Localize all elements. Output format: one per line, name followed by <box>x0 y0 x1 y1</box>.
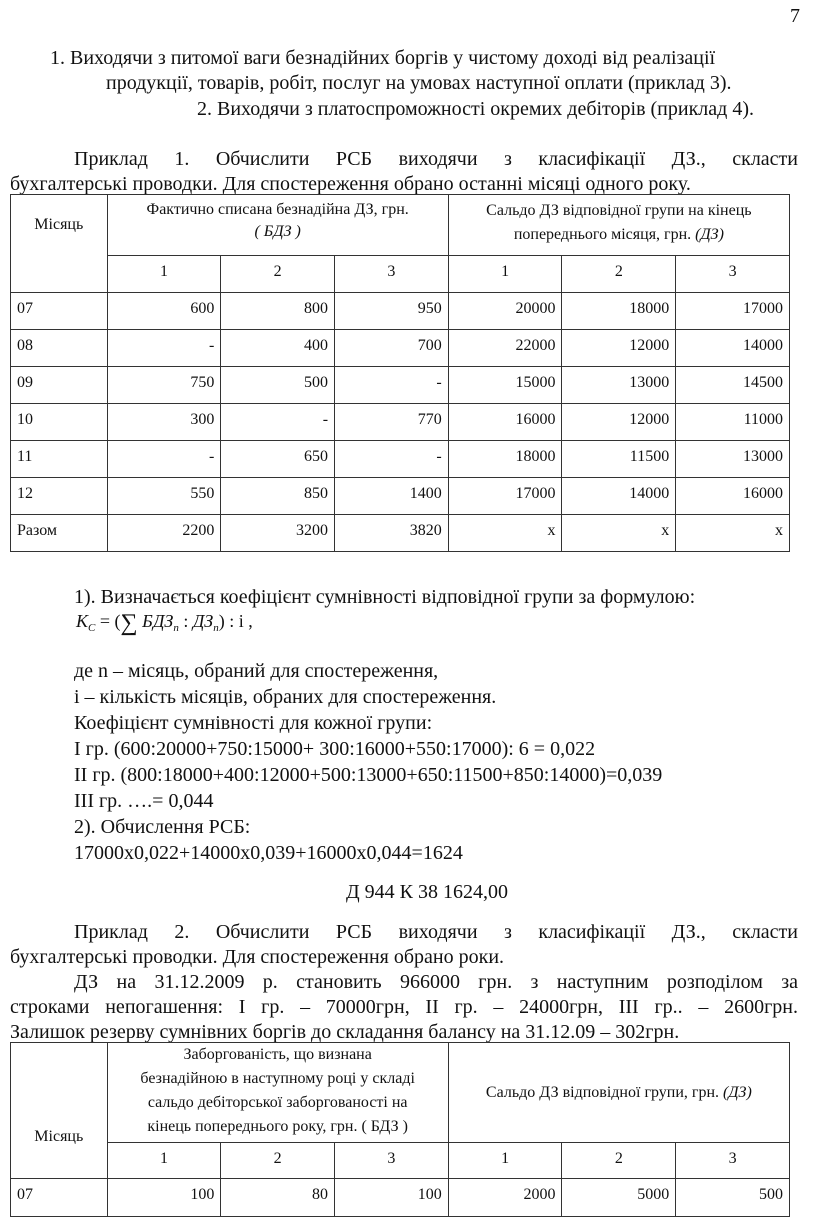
cell-value: 100 <box>107 1179 221 1217</box>
cell-value: 800 <box>221 293 335 330</box>
header-balance-receivables <box>448 195 789 256</box>
cell-value: x <box>562 515 676 552</box>
cell-value: 700 <box>335 330 449 367</box>
accounting-entry: Д 944 К 38 1624,00 <box>346 881 508 903</box>
cell-value: 3820 <box>335 515 449 552</box>
cell-value: 17000 <box>676 293 790 330</box>
doubtfulness-coefficient-formula <box>76 610 253 637</box>
subheader-cell: 3 <box>676 1143 790 1179</box>
cell-value: 500 <box>676 1179 790 1217</box>
header-line: ( БДЗ ) <box>254 223 301 240</box>
cell-value: 12000 <box>562 330 676 367</box>
cell-value: 950 <box>335 293 449 330</box>
coefficient-group-2: ІІ гр. (800:18000+400:12000+500:13000+650:11500+850:14000)=0,039 <box>74 764 663 786</box>
header-written-off-bad-debt <box>107 195 448 256</box>
cell-value: 14500 <box>676 367 790 404</box>
header-bad-debt-recognized <box>107 1043 448 1143</box>
step2-title: 2). Обчислення РСБ: <box>74 816 251 838</box>
subheader-cell: 2 <box>562 256 676 293</box>
formula-lhs: K <box>76 611 89 631</box>
cell-value: 770 <box>335 404 449 441</box>
subheader-cell: 1 <box>107 1143 221 1179</box>
cell-month: 11 <box>11 441 108 478</box>
cell-value: 11000 <box>676 404 790 441</box>
table-row <box>11 404 790 441</box>
header-line: попереднього місяця, грн. <box>513 226 692 243</box>
table-row <box>11 478 790 515</box>
table-row <box>11 330 790 367</box>
header-month: Місяць <box>11 1043 108 1179</box>
header-line: Сальдо ДЗ відповідної групи на кінець <box>486 202 752 219</box>
cell-value: 5000 <box>562 1179 676 1217</box>
cell-value: 16000 <box>448 404 562 441</box>
cell-value: - <box>107 330 221 367</box>
table-row <box>11 293 790 330</box>
formula-lhs-subscript: C <box>88 622 96 634</box>
page-number: 7 <box>790 5 800 27</box>
intro-list-item-2: 2. Виходячи з платоспроможності окремих дебіторів (приклад 4). <box>197 98 755 120</box>
cell-month: 07 <box>11 1179 108 1217</box>
cell-value: 650 <box>221 441 335 478</box>
cell-value: 22000 <box>448 330 562 367</box>
subheader-cell: 1 <box>448 256 562 293</box>
definition-i: і – кількість місяців, обраних для спостереження. <box>74 686 497 708</box>
example1-paragraph-line1: Приклад 1. Обчислити РСБ виходячи з класифікації ДЗ., скласти <box>74 148 798 170</box>
header-line: безнадійною в наступному році у складі <box>140 1070 415 1087</box>
cell-value: - <box>335 441 449 478</box>
reserve-calculation: 17000х0,022+14000х0,039+16000х0,044=1624 <box>74 842 463 864</box>
header-line: сальдо дебіторської заборгованості на <box>147 1094 408 1111</box>
subheader-cell: 1 <box>107 256 221 293</box>
header-balance-receivables <box>448 1043 789 1143</box>
header-line: Сальдо ДЗ відповідної групи, грн. <box>485 1083 720 1101</box>
cell-month: 08 <box>11 330 108 367</box>
cell-value: 14000 <box>562 478 676 515</box>
cell-value: 100 <box>335 1179 449 1217</box>
header-line: Фактично списана безнадійна ДЗ, грн. <box>146 201 409 218</box>
cell-value: 400 <box>221 330 335 367</box>
cell-value: 850 <box>221 478 335 515</box>
example2-receivables-line2: строками непогашення: І гр. – 70000грн, ІІ гр. – 24000грн, ІІІ гр.. – 2600грн. <box>10 996 798 1018</box>
cell-month: 07 <box>11 293 108 330</box>
example2-receivables-line1: ДЗ на 31.12.2009 р. становить 966000 грн. з наступним розподілом за <box>74 971 798 993</box>
cell-value: 18000 <box>448 441 562 478</box>
cell-value: 3200 <box>221 515 335 552</box>
cell-value: 15000 <box>448 367 562 404</box>
example2-reserve-balance: Залишок резерву сумнівних боргів до складання балансу на 31.12.09 – 302грн. <box>10 1021 680 1043</box>
cell-value: 17000 <box>448 478 562 515</box>
cell-value: x <box>448 515 562 552</box>
subheader-cell: 2 <box>221 1143 335 1179</box>
subheader-cell: 1 <box>448 1143 562 1179</box>
subheader-cell: 2 <box>562 1143 676 1179</box>
subheader-cell: 3 <box>335 256 449 293</box>
header-abbrev: (ДЗ) <box>695 226 724 243</box>
example1-paragraph-line2: бухгалтерські проводки. Для спостереження обрано останні місяці одного року. <box>10 173 691 195</box>
cell-value: - <box>221 404 335 441</box>
header-month: Місяць <box>11 195 108 293</box>
formula-subscript: n <box>213 622 219 634</box>
cell-value: - <box>335 367 449 404</box>
cell-value: 2000 <box>448 1179 562 1217</box>
formula-subscript: n <box>173 622 179 634</box>
table-row <box>11 1179 790 1217</box>
cell-month: 12 <box>11 478 108 515</box>
table-row-total <box>11 515 790 552</box>
definition-n: де n – місяць, обраний для спостереження, <box>74 660 439 682</box>
cell-value: 300 <box>107 404 221 441</box>
cell-value: 1400 <box>335 478 449 515</box>
cell-month: 09 <box>11 367 108 404</box>
cell-value: 13000 <box>676 441 790 478</box>
header-line: кінець попереднього року, грн. ( БДЗ ) <box>147 1118 408 1135</box>
formula-term-dz: ДЗ <box>192 611 214 631</box>
coefficient-group-1: І гр. (600:20000+750:15000+ 300:16000+550:17000): 6 = 0,022 <box>74 738 596 760</box>
formula-colon: : <box>178 611 193 631</box>
step1-title: 1). Визначається коефіцієнт сумнівності відповідної групи за формулою: <box>74 586 696 608</box>
header-line: Заборгованість, що визнана <box>183 1046 372 1063</box>
subheader-cell: 3 <box>676 256 790 293</box>
subheader-cell: 3 <box>335 1143 449 1179</box>
cell-value: 80 <box>221 1179 335 1217</box>
cell-value: 500 <box>221 367 335 404</box>
example2-paragraph-line2: бухгалтерські проводки. Для спостереження обрано роки. <box>10 946 505 968</box>
cell-value: 13000 <box>562 367 676 404</box>
cell-value: 750 <box>107 367 221 404</box>
formula-equals: = ( <box>99 611 121 631</box>
sigma-icon: ∑ <box>120 610 138 636</box>
cell-total-label: Разом <box>11 515 108 552</box>
table-row <box>11 441 790 478</box>
table-bad-debt-by-year <box>10 1042 790 1217</box>
cell-value: 14000 <box>676 330 790 367</box>
cell-value: x <box>676 515 790 552</box>
cell-value: 550 <box>107 478 221 515</box>
cell-value: 18000 <box>562 293 676 330</box>
cell-month: 10 <box>11 404 108 441</box>
coefficient-group-3: ІІІ гр. ….= 0,044 <box>74 790 214 812</box>
cell-value: 11500 <box>562 441 676 478</box>
cell-value: 12000 <box>562 404 676 441</box>
intro-list-item-1: 1. Виходячи з питомої ваги безнадійних боргів у чистому доході від реалізації <box>50 47 716 69</box>
example2-paragraph-line1: Приклад 2. Обчислити РСБ виходячи з класифікації ДЗ., скласти <box>74 921 798 943</box>
table-row <box>11 367 790 404</box>
cell-value: - <box>107 441 221 478</box>
subheader-cell: 2 <box>221 256 335 293</box>
header-abbrev: (ДЗ) <box>723 1083 752 1101</box>
formula-tail: ) : i , <box>218 611 253 631</box>
cell-value: 2200 <box>107 515 221 552</box>
cell-value: 16000 <box>676 478 790 515</box>
coefficient-title: Коефіцієнт сумнівності для кожної групи: <box>74 712 433 734</box>
cell-value: 600 <box>107 293 221 330</box>
table-writeoff-by-month <box>10 194 790 552</box>
formula-term-bdz: БДЗ <box>142 611 174 631</box>
intro-list-item-1-cont: продукції, товарів, робіт, послуг на умовах наступної оплати (приклад 3). <box>106 72 732 94</box>
cell-value: 20000 <box>448 293 562 330</box>
